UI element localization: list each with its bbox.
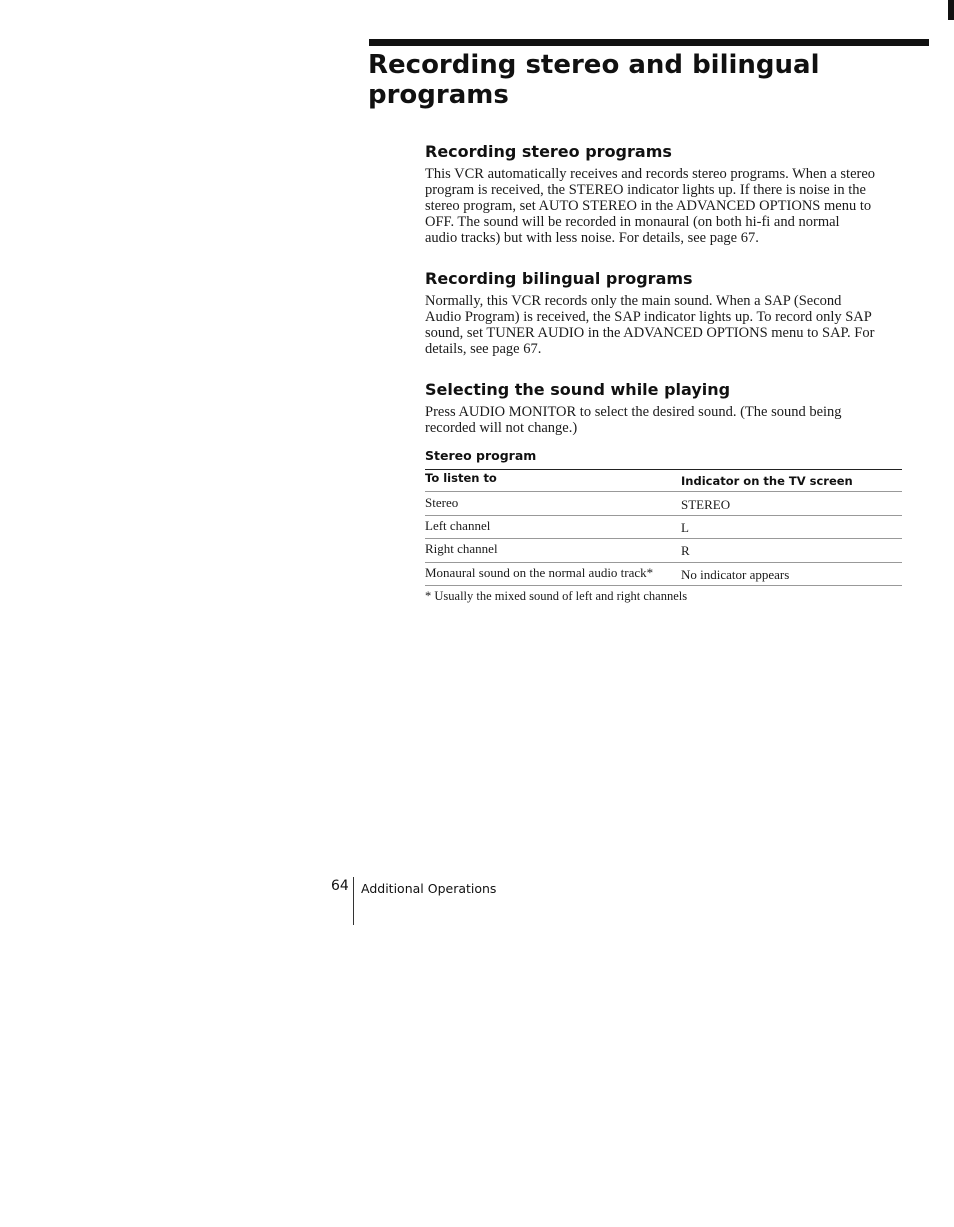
paragraph-line: recorded will not change.) [425,420,578,436]
table-row-rule [425,538,902,539]
section-recording-bilingual [425,269,905,357]
section-paragraph [425,404,905,436]
table-cell-indicator: STEREO [681,497,731,512]
table-bottom-rule [425,585,902,586]
paragraph-line: Press AUDIO MONITOR to select the desired sound. (The sound being [425,404,842,420]
section-paragraph [425,293,905,357]
paragraph-line: Normally, this VCR records only the main sound. When a SAP (Second [425,293,842,309]
table-row-rule [425,515,902,516]
table-row-rule [425,562,902,563]
paragraph-line: sound, set TUNER AUDIO in the ADVANCED OPTIONS menu to SAP. For [425,325,875,341]
section-heading: Selecting the sound while playing [425,380,731,399]
paragraph-line: program is received, the STEREO indicator lights up. If there is noise in the [425,182,866,198]
paragraph-line: OFF. The sound will be recorded in monaural (on both hi-fi and normal [425,214,840,230]
table-top-rule [425,469,902,470]
section-heading: Recording bilingual programs [425,269,693,288]
table-cell-listen: Stereo [425,495,459,510]
page-title-line-1: Recording stereo and bilingual [368,50,820,80]
table-cell-indicator: R [681,543,690,558]
table-cell-listen: Right channel [425,541,498,556]
section-selecting-sound [425,380,905,436]
table-cell-listen: Monaural sound on the normal audio track* [425,565,654,580]
table-header-listen: To listen to [425,471,497,485]
table-header-rule [425,491,902,492]
footer-section-name: Additional Operations [361,881,497,896]
section-heading: Recording stereo programs [425,142,672,161]
page-title [368,50,888,110]
table-footnote: * Usually the mixed sound of left and right channels [425,589,688,603]
table-cell-indicator: No indicator appears [681,567,790,582]
paragraph-line: Audio Program) is received, the SAP indicator lights up. To record only SAP [425,309,872,325]
table-cell-listen: Left channel [425,518,491,533]
paragraph-line: stereo program, set AUTO STEREO in the ADVANCED OPTIONS menu to [425,198,872,214]
section-paragraph [425,166,905,246]
footer-divider [353,877,354,925]
paragraph-line: This VCR automatically receives and records stereo programs. When a stereo [425,166,876,182]
section-recording-stereo [425,142,905,246]
edge-tab-mark [948,0,954,20]
title-rule [369,39,929,46]
paragraph-line: audio tracks) but with less noise. For details, see page 67. [425,230,759,246]
table-cell-indicator: L [681,520,689,535]
table-title: Stereo program [425,448,537,463]
table-header-indicator: Indicator on the TV screen [681,474,853,488]
paragraph-line: details, see page 67. [425,341,542,357]
page-title-line-2: programs [368,80,509,110]
page-number: 64 [331,878,349,894]
